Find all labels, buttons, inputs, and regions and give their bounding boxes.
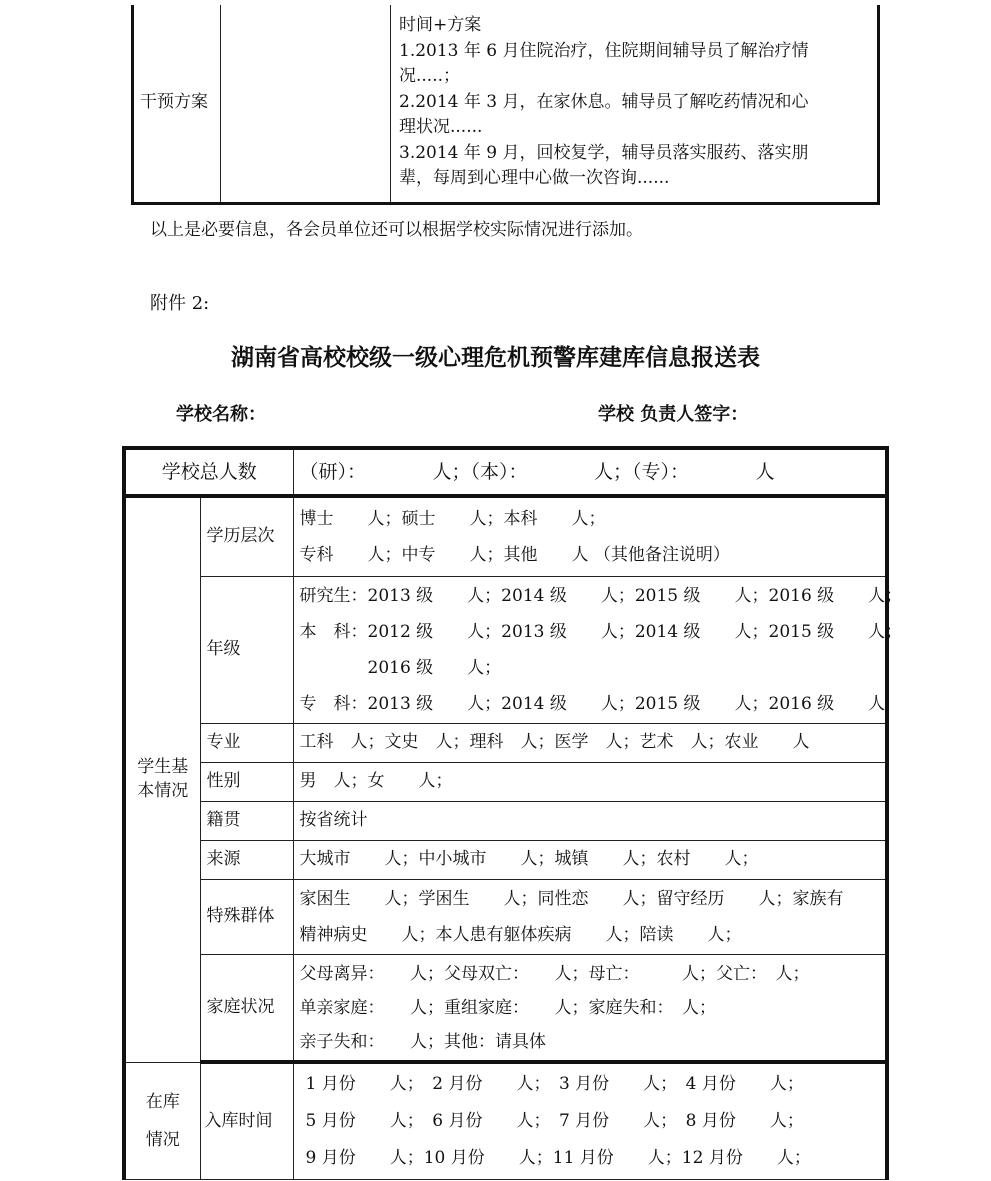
- form-row-grade: [124, 577, 887, 724]
- intervention-empty-cell: [221, 5, 391, 203]
- row-value: 男 人；女 人；: [293, 763, 887, 802]
- row-value: [293, 577, 903, 724]
- inlib-section-label: [124, 1062, 200, 1180]
- row-value: [293, 955, 887, 1063]
- signature-label: 学校 负责人签字：: [598, 404, 749, 425]
- intervention-line: 1.2013 年 6 月住院治疗，住院期间辅导员了解治疗情: [399, 40, 809, 61]
- value-line: 1 月份 人； 2 月份 人； 3 月份 人； 4 月份 人；: [305, 1074, 804, 1094]
- row-value: 工科 人；文史 人；理科 人；医学 人；艺术 人；农业 人: [293, 724, 887, 763]
- row-label: 学历层次: [200, 496, 293, 577]
- row-value: 按省统计: [293, 802, 887, 841]
- basic-section-line: 本情况: [137, 780, 189, 801]
- intervention-line: 况.....；: [399, 66, 461, 86]
- row-label: 特殊群体: [200, 880, 293, 955]
- value-line: 父母离异： 人；父母双亡： 人；母亡： 人；父亡： 人；: [299, 963, 810, 984]
- value-line: 本 科：2012 级 人；2013 级 人；2014 级 人；2015 级 人；: [299, 622, 903, 642]
- form-row-origin: [124, 841, 887, 880]
- form-row-gender: [124, 763, 887, 802]
- basic-section-line: 学生基: [137, 756, 189, 777]
- form-row-family: [124, 955, 887, 1063]
- row-label: 入库时间: [200, 1062, 293, 1180]
- intervention-line: 时间+方案: [399, 15, 482, 35]
- attachment-label: 附件 2:: [150, 293, 210, 314]
- value-line: 专科 人；中专 人；其他 人 （其他备注说明）: [299, 545, 730, 565]
- school-name-label: 学校名称：: [176, 404, 266, 425]
- row-value: [293, 880, 887, 955]
- value-line: 博士 人；硕士 人；本科 人；: [299, 509, 606, 529]
- value-line: 5 月份 人； 6 月份 人； 7 月份 人； 8 月份 人；: [305, 1111, 804, 1131]
- value-line: 9 月份 人；10 月份 人；11 月份 人；12 月份 人；: [305, 1148, 811, 1168]
- row-value: [293, 496, 887, 577]
- basic-section-label: [124, 496, 200, 1062]
- form-row-special-groups: [124, 880, 887, 955]
- intervention-line: 理状况......: [399, 117, 483, 137]
- intervention-table: [131, 5, 880, 205]
- row-value: 大城市 人；中小城市 人；城镇 人；农村 人；: [293, 841, 887, 880]
- row-label: 家庭状况: [200, 955, 293, 1063]
- value-line: 精神病史 人；本人患有躯体疾病 人；陪读 人；: [299, 925, 742, 945]
- intervention-content: [391, 5, 879, 203]
- row-label: 性别: [200, 763, 293, 802]
- row-label: 专业: [200, 724, 293, 763]
- report-form-table: [122, 446, 903, 1180]
- form-row-major: [124, 724, 887, 763]
- intervention-row: [133, 5, 879, 203]
- row-value: [293, 1062, 887, 1180]
- form-row-education: [124, 496, 887, 577]
- row-label: 年级: [200, 577, 293, 724]
- row-label: 籍贯: [200, 802, 293, 841]
- total-label: 学校总人数: [124, 448, 293, 496]
- form-row-inlib: [124, 1062, 887, 1180]
- intervention-line: 辈，每周到心理中心做一次咨询......: [399, 168, 670, 188]
- intervention-label: 干预方案: [133, 5, 221, 203]
- value-line: 亲子失和： 人；其他：请具体: [299, 1031, 547, 1052]
- value-line: 研究生：2013 级 人；2014 级 人；2015 级 人；2016 级 人；: [299, 586, 903, 606]
- total-row: [124, 448, 887, 496]
- row-label: 来源: [200, 841, 293, 880]
- value-line: 专 科：2013 级 人；2014 级 人；2015 级 人；2016 级 人: [299, 694, 886, 714]
- inlib-section-line: 情况: [145, 1129, 180, 1150]
- intervention-line: 2.2014 年 3 月，在家休息。辅导员了解吃药情况和心: [399, 91, 809, 112]
- value-line: 单亲家庭： 人；重组家庭： 人；家庭失和： 人；: [299, 997, 717, 1018]
- total-value: （研）： 人；（本）： 人；（专）： 人: [293, 448, 887, 496]
- intervention-line: 3.2014 年 9 月，回校复学，辅导员落实服药、落实朋: [399, 142, 809, 163]
- inlib-section-line: 在库: [145, 1091, 180, 1112]
- value-line: 家困生 人；学困生 人；同性恋 人；留守经历 人；家族有: [299, 889, 844, 909]
- value-line: 2016 级 人；: [299, 658, 502, 678]
- form-title: 湖南省高校校级一级心理危机预警库建库信息报送表: [231, 345, 760, 371]
- form-row-hometown: [124, 802, 887, 841]
- note-text: 以上是必要信息，各会员单位还可以根据学校实际情况进行添加。: [150, 220, 643, 240]
